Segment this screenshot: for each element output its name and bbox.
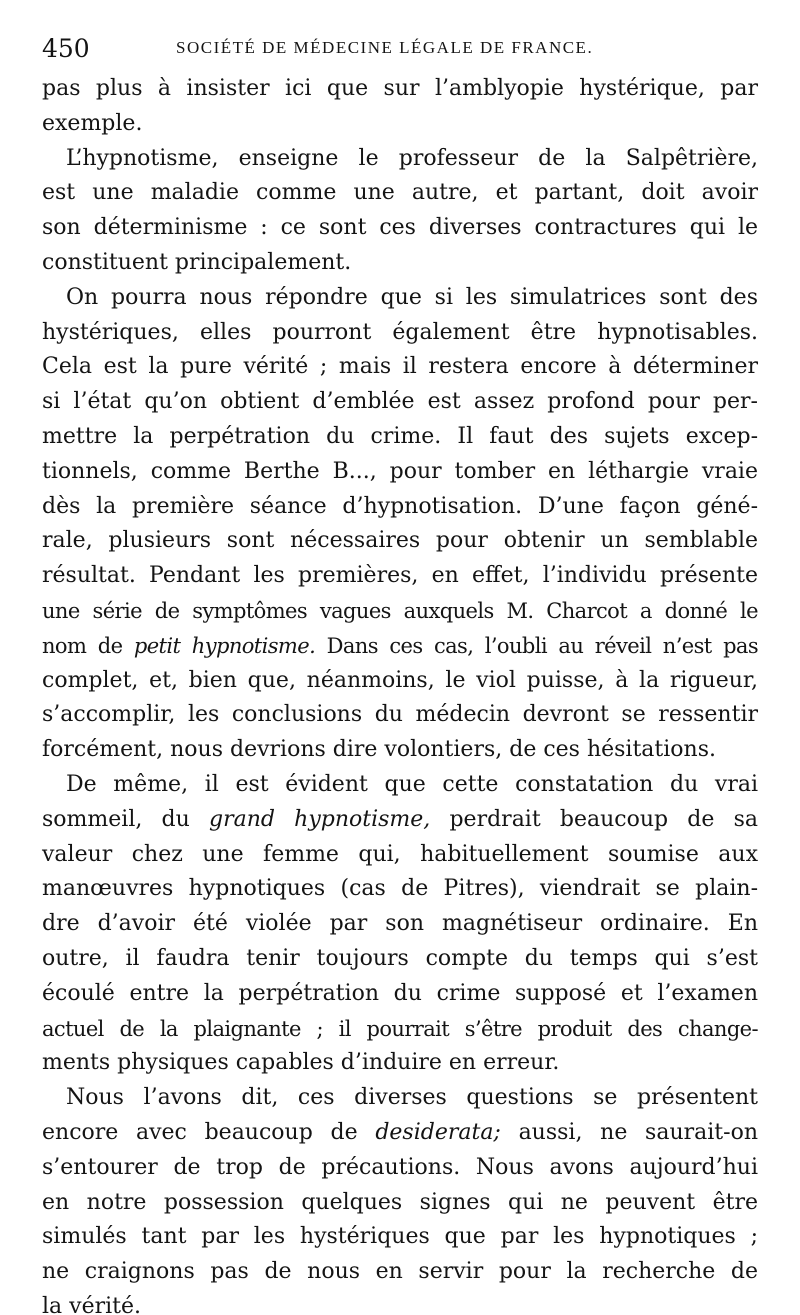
text-line: est une maladie comme une autre, et partant, doit avoir bbox=[42, 180, 758, 206]
text-line: pas plus à insister ici que sur l’amblyopie hystérique, par bbox=[42, 76, 758, 101]
text-line: complet, et, bien que, néanmoins, le viol puisse, à la rigueur, bbox=[42, 667, 758, 693]
text-line: simulés tant par les hystériques que par les hypnotiques ; bbox=[42, 1224, 758, 1250]
text-run: Dans ces cas, l’oubli au réveil n’est pas bbox=[315, 633, 759, 658]
text-run: encore avec beaucoup de bbox=[42, 1119, 376, 1145]
text-line: son déterminisme : ce sont ces diverses contractures qui le bbox=[42, 215, 758, 241]
text-line: ments physiques capables d’induire en erreur. bbox=[42, 1050, 560, 1076]
text-line: Nous l’avons dit, ces diverses questions se présentent bbox=[66, 1085, 758, 1111]
text-line: une série de symptômes vagues auxquels M. Charcot a donné le bbox=[42, 598, 758, 623]
text-line: manœuvres hypnotiques (cas de Pitres), viendrait se plain- bbox=[42, 876, 758, 902]
text-line bbox=[42, 629, 758, 664]
text-line: ne craignons pas de nous en servir pour la recherche de bbox=[42, 1259, 758, 1285]
text-line: résultat. Pendant les premières, en effet, l’individu présente bbox=[42, 563, 758, 589]
italic-phrase: desiderata; bbox=[375, 1119, 501, 1145]
text-line: On pourra nous répondre que si les simulatrices sont des bbox=[66, 284, 758, 310]
journal-title: SOCIÉTÉ DE MÉDECINE LÉGALE DE FRANCE. bbox=[176, 38, 594, 57]
text-line: actuel de la plaignante ; il pourrait s’être produit des change- bbox=[42, 1016, 758, 1041]
text-line: hystériques, elles pourront également être hypnotisables. bbox=[42, 319, 758, 345]
text-run: nom de bbox=[42, 633, 134, 658]
text-line: De même, il est évident que cette constatation du vrai bbox=[66, 771, 758, 797]
running-head bbox=[42, 34, 757, 70]
text-line: dès la première séance d’hypnotisation. D’une façon géné- bbox=[42, 493, 758, 519]
text-run: sommeil, du bbox=[42, 806, 209, 832]
text-line: valeur chez une femme qui, habituellement soumise aux bbox=[42, 841, 758, 867]
text-line: s’accomplir, les conclusions du médecin devront se ressentir bbox=[42, 702, 758, 728]
text-line: Cela est la pure vérité ; mais il restera encore à déterminer bbox=[42, 354, 758, 380]
body-text bbox=[42, 72, 758, 1315]
text-line: en notre possession quelques signes qui ne peuvent être bbox=[42, 1189, 758, 1215]
text-line: constituent principalement. bbox=[42, 249, 352, 275]
text-line: s’entourer de trop de précautions. Nous avons aujourd’hui bbox=[42, 1154, 758, 1180]
text-line: si l’état qu’on obtient d’emblée est assez profond pour per- bbox=[42, 389, 758, 415]
text-line bbox=[42, 1116, 758, 1151]
italic-phrase: grand hypnotisme, bbox=[208, 806, 431, 832]
italic-phrase: petit hypnotisme. bbox=[133, 633, 316, 658]
page-number: 450 bbox=[42, 34, 90, 63]
text-line: la vérité. bbox=[42, 1293, 141, 1315]
text-line: rale, plusieurs sont nécessaires pour obtenir un semblable bbox=[42, 528, 758, 554]
text-line: outre, il faudra tenir toujours compte du temps qui s’est bbox=[42, 945, 758, 971]
text-line: L’hypnotisme, enseigne le professeur de la Salpêtrière, bbox=[66, 145, 758, 171]
text-run: perdrait beaucoup de sa bbox=[430, 806, 758, 832]
text-line: forcément, nous devrions dire volontiers, de ces hésitations. bbox=[42, 737, 716, 763]
text-line: dre d’avoir été violée par son magnétiseur ordinaire. En bbox=[42, 911, 758, 937]
text-line: mettre la perpétration du crime. Il faut des sujets excep- bbox=[42, 423, 758, 449]
text-line: tionnels, comme Berthe B..., pour tomber en léthargie vraie bbox=[42, 458, 758, 484]
text-line bbox=[42, 803, 758, 838]
text-line: exemple. bbox=[42, 110, 143, 136]
text-line: écoulé entre la perpétration du crime supposé et l’examen bbox=[42, 980, 758, 1006]
text-run: aussi, ne saurait-on bbox=[500, 1119, 758, 1145]
